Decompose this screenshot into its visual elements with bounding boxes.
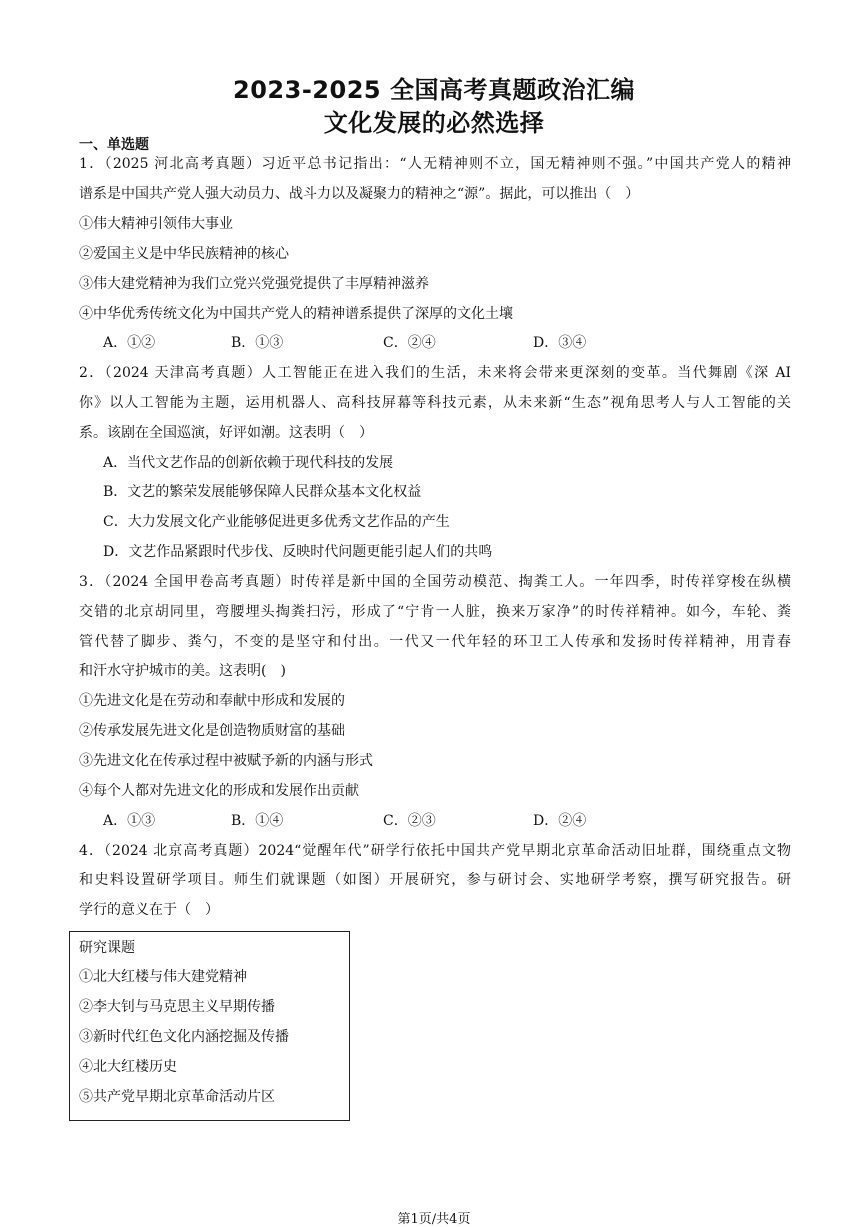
page-subtitle: 文化发展的必然选择 [323, 109, 545, 137]
box-item: ③新时代红色文化内涵挖掘及传播 [79, 1029, 289, 1045]
option-c[interactable]: C．②④ [383, 335, 436, 351]
option-d[interactable]: D．文艺作品紧跟时代步伐、反映时代问题更能引起人们的共鸣 [103, 544, 493, 560]
option-d[interactable]: D．③④ [533, 335, 587, 351]
option-c[interactable]: C．②③ [383, 813, 436, 829]
statement-item: ①先进文化是在劳动和奉献中形成和发展的 [79, 693, 345, 709]
question-text-line: 和汗水守护城市的美。这表明( ) [79, 663, 286, 679]
question-text-line: 1．（2025 河北高考真题）习近平总书记指出：“人无精神则不立，国无精神则不强。”中国共产党人的精神 [79, 156, 791, 172]
research-topics-box [69, 931, 350, 1121]
box-item: ②李大钊与马克思主义早期传播 [79, 999, 275, 1015]
option-b[interactable]: B．①③ [231, 335, 284, 351]
option-a[interactable]: A．当代文艺作品的创新依赖于现代科技的发展 [103, 455, 394, 471]
option-c[interactable]: C．大力发展文化产业能够促进更多优秀文艺作品的产生 [103, 514, 450, 530]
page-number: 第1页/共4页 [397, 1212, 471, 1227]
statement-item: ④中华优秀传统文化为中国共产党人的精神谱系提供了深厚的文化土壤 [79, 306, 513, 322]
statement-item: ③伟大建党精神为我们立党兴党强党提供了丰厚精神滋养 [79, 276, 429, 292]
option-b[interactable]: B．文艺的繁荣发展能够保障人民群众基本文化权益 [103, 484, 422, 500]
statement-item: ④每个人都对先进文化的形成和发展作出贡献 [79, 783, 359, 799]
statement-item: ②传承发展先进文化是创造物质财富的基础 [79, 723, 345, 739]
box-heading: 研究课题 [79, 940, 135, 956]
question-text-line: 管代替了脚步、粪勺，不变的是坚守和付出。一代又一代年轻的环卫工人传承和发扬时传祥精神，用青春 [79, 634, 791, 650]
option-a[interactable]: A．①② [103, 335, 156, 351]
question-text-line: 交错的北京胡同里，弯腰埋头掏粪扫污，形成了“宁肯一人脏，换来万家净”的时传祥精神。如今，车轮、粪 [79, 604, 791, 620]
box-item: ①北大红楼与伟大建党精神 [79, 969, 247, 985]
question-text-line: 4．（2024 北京高考真题）2024“觉醒年代”研学行依托中国共产党早期北京革命活动旧址群，围绕重点文物 [79, 843, 791, 859]
statement-item: ②爱国主义是中华民族精神的核心 [79, 246, 289, 262]
statement-item: ①伟大精神引领伟大事业 [79, 216, 233, 232]
question-text-line: 2．（2024 天津高考真题）人工智能正在进入我们的生活，未来将会带来更深刻的变革。当代舞剧《深 AI [79, 365, 791, 381]
question-text-line: 谱系是中国共产党人强大动员力、战斗力以及凝聚力的精神之“源”。据此，可以推出（ ） [79, 186, 640, 202]
page-title: 2023-2025 全国高考真题政治汇编 [233, 76, 635, 104]
statement-item: ③先进文化在传承过程中被赋予新的内涵与形式 [79, 753, 373, 769]
question-text-line: 和史料设置研学项目。师生们就课题（如图）开展研究，参与研讨会、实地研学考察，撰写研究报告。研 [79, 872, 791, 888]
section-heading: 一、单选题 [79, 137, 149, 153]
question-text-line: 3．（2024 全国甲卷高考真题）时传祥是新中国的全国劳动模范、掏粪工人。一年四季，时传祥穿梭在纵横 [79, 574, 791, 590]
question-text-line: 你》以人工智能为主题，运用机器人、高科技屏幕等科技元素，从未来新“生态”视角思考人与人工智能的关 [79, 395, 791, 411]
option-a[interactable]: A．①③ [103, 813, 156, 829]
box-item: ⑤共产党早期北京革命活动片区 [79, 1089, 275, 1105]
option-d[interactable]: D．②④ [533, 813, 587, 829]
question-text-line: 系。该剧在全国巡演，好评如潮。这表明（ ） [79, 425, 373, 441]
question-text-line: 学行的意义在于（ ） [79, 902, 219, 918]
box-item: ④北大红楼历史 [79, 1059, 177, 1075]
option-b[interactable]: B．①④ [231, 813, 284, 829]
